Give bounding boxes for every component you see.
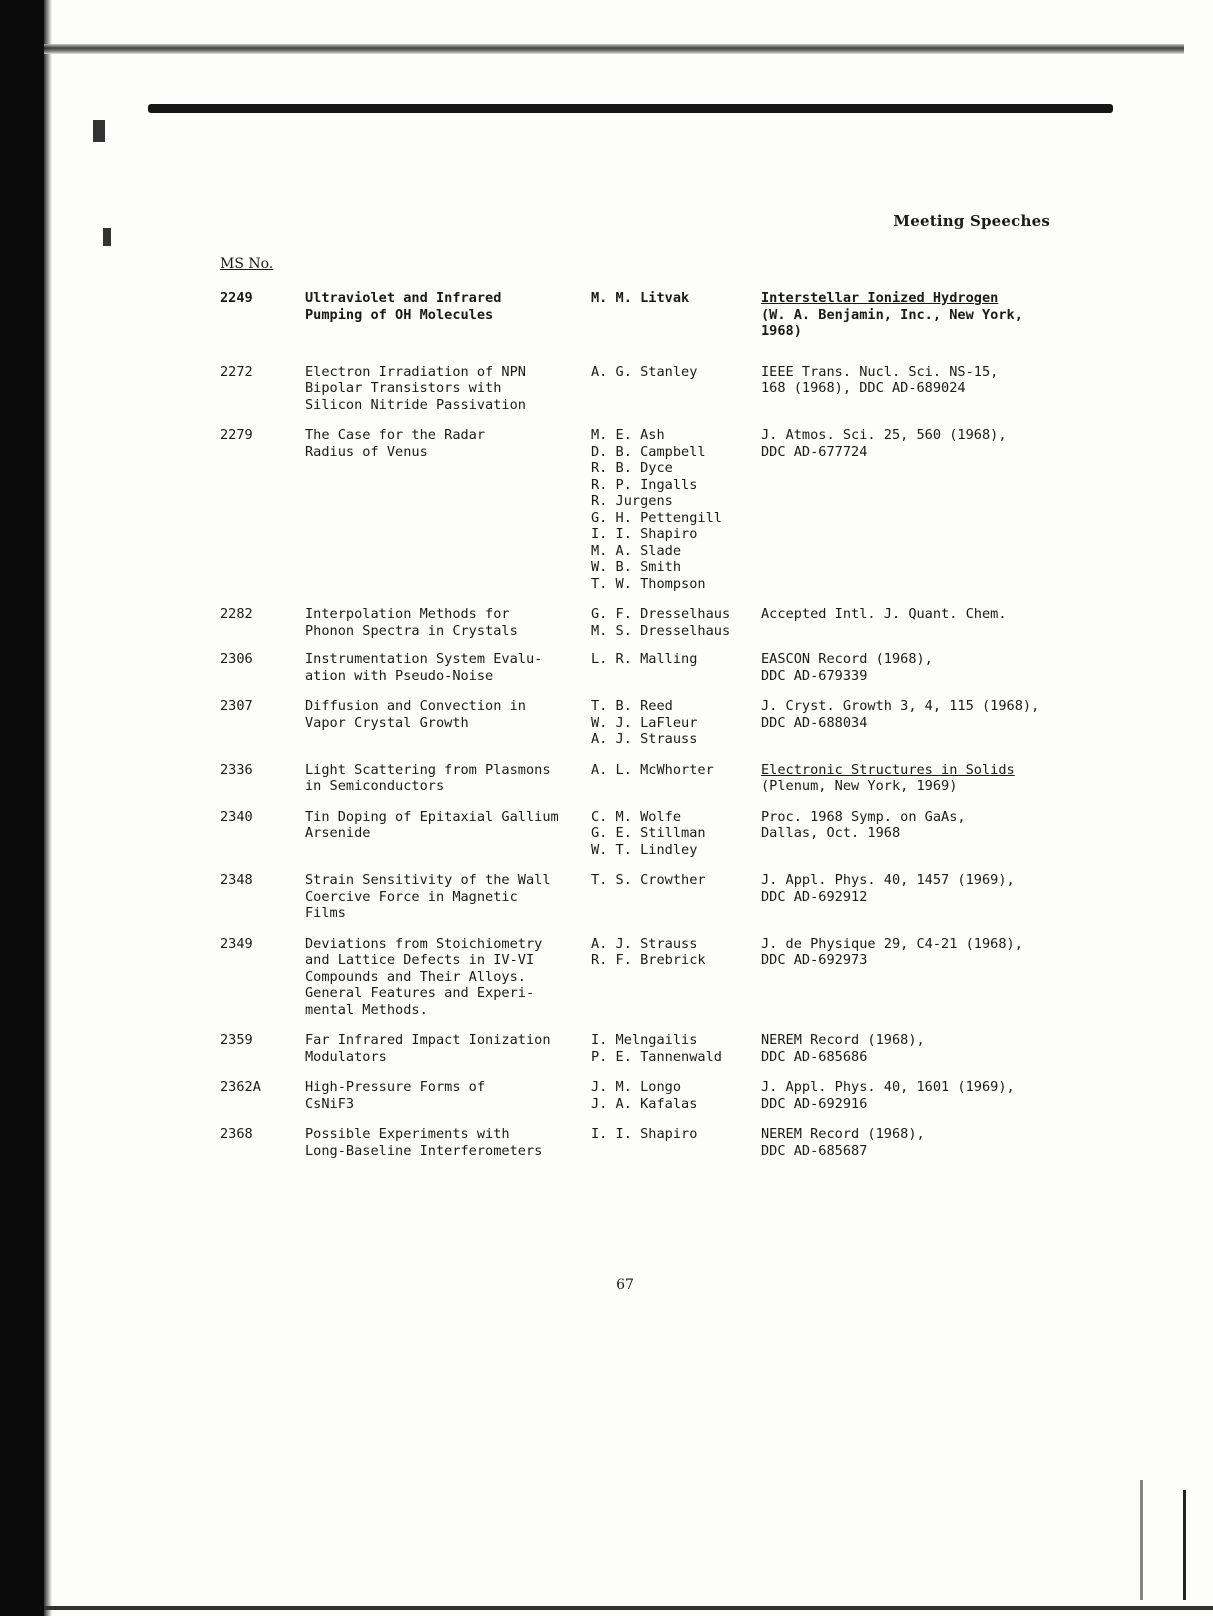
speech-authors-line: G. E. Stillman <box>591 825 706 841</box>
speech-title-line: Modulators <box>305 1048 387 1065</box>
speech-reference <box>761 651 1050 684</box>
speech-reference <box>761 364 1050 414</box>
speech-title <box>305 364 591 414</box>
speech-reference <box>761 936 1050 1019</box>
ms-number: 2336 <box>220 761 253 778</box>
speech-authors-line: W. J. LaFleur <box>591 714 698 731</box>
speech-reference-line: J. de Physique 29, C4-21 (1968), <box>761 935 1023 952</box>
speech-reference <box>761 290 1050 340</box>
speech-authors-line: G. H. Pettengill <box>591 509 722 526</box>
speech-authors-line: I. I. Shapiro <box>591 526 698 542</box>
ms-number: 2306 <box>220 651 253 667</box>
speech-title <box>305 698 591 748</box>
speech-reference-line: DDC AD-679339 <box>761 667 868 684</box>
speech-reference-line: DDC AD-688034 <box>761 714 868 731</box>
speech-title <box>305 762 591 795</box>
speech-title <box>305 936 591 1019</box>
speech-title-line: and Lattice Defects in IV-VI <box>305 952 535 968</box>
speech-reference-line: 1968) <box>761 323 802 339</box>
scan-border-right <box>1183 1490 1186 1600</box>
speech-authors <box>591 698 761 748</box>
speech-title-line: Interpolation Methods for <box>305 606 510 622</box>
speech-authors-line: W. B. Smith <box>591 559 682 575</box>
speech-authors-line: L. R. Malling <box>591 651 698 667</box>
speech-authors-line: J. A. Kafalas <box>591 1095 698 1112</box>
speech-reference <box>761 698 1050 748</box>
speech-authors <box>591 762 761 795</box>
speech-authors-line: A. J. Strauss <box>591 935 698 952</box>
speech-title-line: in Semiconductors <box>305 778 445 794</box>
speech-title-line: Light Scattering from Plasmons <box>305 761 551 778</box>
section-title: Meeting Speeches <box>893 212 1050 230</box>
speech-authors <box>591 1032 761 1065</box>
speech-authors-line: R. P. Ingalls <box>591 476 698 493</box>
speech-authors-line: A. J. Strauss <box>591 731 698 747</box>
speech-authors-line: P. E. Tannenwald <box>591 1048 722 1065</box>
speech-authors-line: D. B. Campbell <box>591 443 706 460</box>
speech-reference-line: J. Cryst. Growth 3, 4, 115 (1968), <box>761 698 1040 714</box>
speech-authors <box>591 1126 761 1159</box>
speech-title-line: ation with Pseudo-Noise <box>305 667 494 684</box>
speech-title-line: mental Methods. <box>305 1001 428 1018</box>
table-row <box>220 809 1050 859</box>
speech-authors-line: R. Jurgens <box>591 493 673 509</box>
speech-reference <box>761 809 1050 859</box>
table-row <box>220 1126 1050 1159</box>
ms-number: 2279 <box>220 427 253 443</box>
table-row <box>220 872 1050 922</box>
speech-title-line: Bipolar Transistors with <box>305 380 502 396</box>
speech-authors-line: M. M. Litvak <box>591 290 690 306</box>
scan-rule-top <box>148 104 1113 113</box>
speech-reference <box>761 1126 1050 1159</box>
speech-reference-line: (Plenum, New York, 1969) <box>761 778 958 794</box>
speech-authors-line: J. M. Longo <box>591 1079 682 1095</box>
scan-mark <box>1140 1480 1143 1600</box>
speech-authors-line: A. G. Stanley <box>591 363 698 380</box>
speech-title-line: Pumping of OH Molecules <box>305 306 494 323</box>
speech-title-line: CsNiF3 <box>305 1095 355 1112</box>
ms-number: 2272 <box>220 363 253 380</box>
speech-reference-line: Electronic Structures in Solids <box>761 761 1015 778</box>
speech-reference <box>761 872 1050 922</box>
speech-title <box>305 872 591 922</box>
speech-reference-line: DDC AD-692912 <box>761 888 868 905</box>
speech-reference-line: NEREM Record (1968), <box>761 1032 925 1048</box>
speech-reference-line: (W. A. Benjamin, Inc., New York, <box>761 306 1023 323</box>
speech-authors-line: T. W. Thompson <box>591 575 706 592</box>
speech-reference-line: J. Appl. Phys. 40, 1601 (1969), <box>761 1079 1015 1095</box>
speech-title <box>305 651 591 684</box>
table-row <box>220 290 1050 340</box>
table-row <box>220 1079 1050 1112</box>
table-row <box>220 651 1050 684</box>
speeches-table <box>220 290 1050 1159</box>
speech-title-line: Radius of Venus <box>305 443 428 460</box>
speech-title <box>305 1079 591 1112</box>
speech-authors <box>591 364 761 414</box>
table-row <box>220 762 1050 795</box>
speech-authors-line: T. S. Crowther <box>591 872 706 888</box>
speech-reference-line: NEREM Record (1968), <box>761 1126 925 1142</box>
page-number: 67 <box>616 1277 634 1293</box>
table-row <box>220 698 1050 748</box>
speech-authors-line: C. M. Wolfe <box>591 808 682 825</box>
speech-title <box>305 606 591 639</box>
ms-number: 2348 <box>220 872 253 888</box>
speech-authors-line: M. S. Dresselhaus <box>591 622 731 639</box>
speech-reference-line: Proc. 1968 Symp. on GaAs, <box>761 808 966 825</box>
ms-number: 2359 <box>220 1032 253 1048</box>
scan-mark <box>93 120 105 142</box>
ms-no-column-header: MS No. <box>220 256 274 272</box>
speech-reference <box>761 606 1050 639</box>
ms-number: 2307 <box>220 698 253 714</box>
table-row <box>220 364 1050 414</box>
speech-title <box>305 1032 591 1065</box>
speech-authors <box>591 872 761 922</box>
table-row <box>220 606 1050 639</box>
speech-reference-line: 168 (1968), DDC AD-689024 <box>761 380 966 396</box>
speech-title-line: Possible Experiments with <box>305 1126 510 1142</box>
speech-title-line: Strain Sensitivity of the Wall <box>305 872 551 888</box>
speech-title-line: Deviations from Stoichiometry <box>305 935 543 952</box>
speech-authors <box>591 290 761 340</box>
ms-number: 2368 <box>220 1126 253 1142</box>
speech-title <box>305 427 591 592</box>
speech-authors-line: M. A. Slade <box>591 542 682 559</box>
table-row <box>220 1032 1050 1065</box>
scan-shadow-left <box>44 0 52 1616</box>
speech-reference-line: Interstellar Ionized Hydrogen <box>761 290 999 306</box>
ms-number: 2362A <box>220 1079 261 1095</box>
speech-title-line: Vapor Crystal Growth <box>305 714 469 731</box>
speech-title-line: Films <box>305 905 346 921</box>
speech-reference-line: DDC AD-677724 <box>761 443 868 460</box>
speech-title-line: Instrumentation System Evalu- <box>305 651 543 667</box>
ms-number: 2249 <box>220 290 253 306</box>
speech-reference-line: Accepted Intl. J. Quant. Chem. <box>761 606 1007 622</box>
speech-authors-line: R. F. Brebrick <box>591 952 706 968</box>
speech-title-line: Long-Baseline Interferometers <box>305 1142 543 1159</box>
scan-border-bottom <box>44 1606 1213 1610</box>
speech-title-line: Phonon Spectra in Crystals <box>305 622 518 639</box>
ms-number: 2340 <box>220 808 253 825</box>
speech-authors <box>591 809 761 859</box>
speech-title-line: Silicon Nitride Passivation <box>305 396 526 413</box>
scan-border-top <box>44 44 1184 54</box>
speech-title-line: Compounds and Their Alloys. <box>305 968 526 985</box>
table-row <box>220 936 1050 1019</box>
speech-reference-line: DDC AD-692916 <box>761 1095 868 1112</box>
speech-title-line: Diffusion and Convection in <box>305 698 526 714</box>
speech-title-line: General Features and Experi- <box>305 985 535 1001</box>
speech-reference-line: J. Appl. Phys. 40, 1457 (1969), <box>761 872 1015 888</box>
speech-title-line: Tin Doping of Epitaxial Gallium <box>305 808 559 825</box>
scan-mark <box>103 228 111 246</box>
speech-authors-line: R. B. Dyce <box>591 460 673 476</box>
speech-reference-line: EASCON Record (1968), <box>761 651 933 667</box>
speech-title-line: Electron Irradiation of NPN <box>305 363 526 380</box>
scan-border-left <box>0 0 44 1616</box>
speech-authors <box>591 427 761 592</box>
speech-reference-line: Dallas, Oct. 1968 <box>761 825 901 841</box>
speech-title-line: The Case for the Radar <box>305 427 486 443</box>
table-row <box>220 427 1050 592</box>
speech-authors <box>591 606 761 639</box>
speech-title-line: Arsenide <box>305 825 371 841</box>
speech-reference <box>761 762 1050 795</box>
speech-authors-line: I. Melngailis <box>591 1032 698 1048</box>
speech-authors-line: A. L. McWhorter <box>591 761 714 778</box>
speech-reference-line: J. Atmos. Sci. 25, 560 (1968), <box>761 427 1007 443</box>
speech-reference-line: DDC AD-692973 <box>761 952 868 968</box>
speech-title <box>305 290 591 340</box>
ms-number: 2282 <box>220 606 253 622</box>
speech-title <box>305 1126 591 1159</box>
speech-title-line: Coercive Force in Magnetic <box>305 888 518 905</box>
speech-authors <box>591 1079 761 1112</box>
speech-reference <box>761 427 1050 592</box>
speech-authors-line: M. E. Ash <box>591 427 665 443</box>
speech-authors-line: T. B. Reed <box>591 698 673 714</box>
speech-authors-line: W. T. Lindley <box>591 841 698 858</box>
speech-title-line: High-Pressure Forms of <box>305 1079 486 1095</box>
speech-title <box>305 809 591 859</box>
speech-reference <box>761 1032 1050 1065</box>
speech-reference-line: IEEE Trans. Nucl. Sci. NS-15, <box>761 363 999 380</box>
speech-reference-line: DDC AD-685686 <box>761 1048 868 1065</box>
speech-authors-line: G. F. Dresselhaus <box>591 606 731 622</box>
speech-title-line: Ultraviolet and Infrared <box>305 290 502 306</box>
speech-title-line: Far Infrared Impact Ionization <box>305 1032 551 1048</box>
speech-authors <box>591 651 761 684</box>
speech-authors-line: I. I. Shapiro <box>591 1126 698 1142</box>
speech-reference <box>761 1079 1050 1112</box>
ms-number: 2349 <box>220 935 253 952</box>
speech-authors <box>591 936 761 1019</box>
speech-reference-line: DDC AD-685687 <box>761 1142 868 1159</box>
